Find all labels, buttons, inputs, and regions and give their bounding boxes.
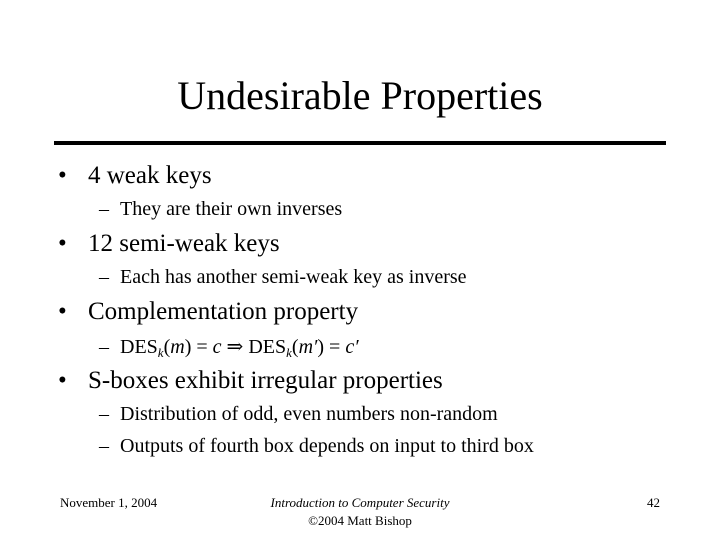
- sub-bullet-text: They are their own inverses: [120, 198, 343, 220]
- footer-course-info: [220, 494, 500, 530]
- footer-date: November 1, 2004: [60, 495, 158, 510]
- bullet-text: 12 semi-weak keys: [88, 230, 280, 257]
- bullet-icon: •: [58, 162, 67, 189]
- sub-bullet-text: Each has another semi-weak key as inverse: [120, 266, 467, 288]
- slide-title: Undesirable Properties: [177, 73, 543, 118]
- sub-bullet-inverses: [99, 196, 342, 222]
- dash-icon: –: [99, 403, 109, 425]
- formula: $DES_k(m) = c$ ⇒ $DES_k(m') = c'$: [120, 336, 359, 360]
- bullet-icon: •: [58, 230, 67, 257]
- bullet-s-boxes: [58, 366, 443, 396]
- sub-bullet-text: Distribution of odd, even numbers non-random: [120, 403, 498, 425]
- dash-icon: –: [99, 266, 109, 288]
- bullet-text: 4 weak keys: [88, 162, 212, 189]
- sub-bullet-complementation-formula: [99, 334, 359, 366]
- footer-copyright: ©2004 Matt Bishop: [308, 513, 412, 528]
- dash-icon: –: [99, 336, 109, 358]
- title-divider: [54, 141, 666, 145]
- implies-icon: ⇒: [226, 336, 244, 358]
- sub-bullet-outputs: [99, 433, 534, 459]
- page-number: 42: [647, 495, 660, 510]
- dash-icon: –: [99, 198, 109, 220]
- sub-bullet-distribution: [99, 401, 498, 427]
- bullet-complementation: [58, 297, 358, 327]
- sub-bullet-semi-weak-inverse: [99, 264, 467, 290]
- footer-course: Introduction to Computer Security: [270, 495, 450, 510]
- bullet-icon: •: [58, 298, 67, 325]
- bullet-semi-weak-keys: [58, 229, 280, 259]
- bullet-weak-keys: [58, 161, 212, 191]
- sub-bullet-text: Outputs of fourth box depends on input to third box: [120, 435, 534, 457]
- bullet-text: S-boxes exhibit irregular properties: [88, 367, 443, 394]
- bullet-text: Complementation property: [88, 298, 359, 325]
- dash-icon: –: [99, 435, 109, 457]
- bullet-icon: •: [58, 367, 67, 394]
